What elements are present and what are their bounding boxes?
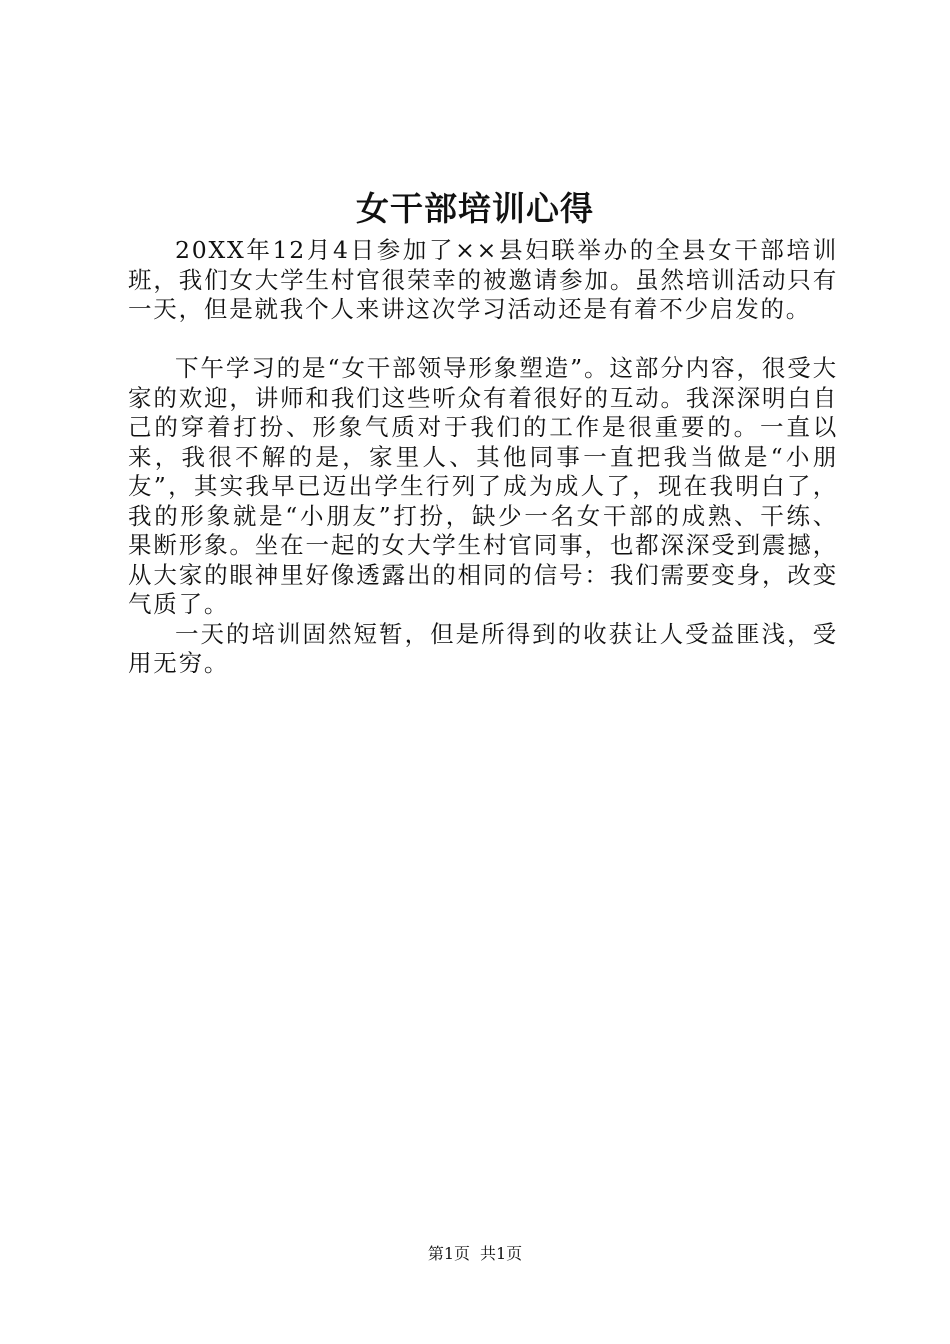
page-number-current: 第1页 (427, 1244, 470, 1263)
paragraph-intro: 20XX年12月4日参加了××县妇联举办的全县女干部培训班，我们女大学生村官很荣幸的被邀请参加。虽然培训活动只有一天，但是就我个人来讲这次学习活动还是有着不少启发的。 (128, 236, 838, 323)
paragraph-conclusion: 一天的培训固然短暂，但是所得到的收获让人受益匪浅，受用无穷。 (128, 619, 838, 677)
page-footer (0, 1243, 950, 1265)
paragraph-spacer (128, 325, 838, 355)
document-title: 女干部培训心得 (356, 189, 594, 228)
document-body (128, 236, 838, 679)
page-number-total: 共1页 (480, 1244, 523, 1263)
paragraph-afternoon-session: 下午学习的是“女干部领导形象塑造”。这部分内容，很受大家的欢迎，讲师和我们这些听众有着很好的互动。我深深明白自己的穿着打扮、形象气质对于我们的工作是很重要的。一直以来，我很不解的是，家里人、其他同事一直把我当做是“小朋友”，其实我早已迈出学生行列了成为成人了，现在我明白了，我的形象就是“小朋友”打扮，缺少一名女干部的成熟、干练、果断形象。坐在一起的女大学生村官同事，也都深深受到震撼，从大家的眼神里好像透露出的相同的信号：我们需要变身，改变气质了。 (128, 354, 838, 618)
